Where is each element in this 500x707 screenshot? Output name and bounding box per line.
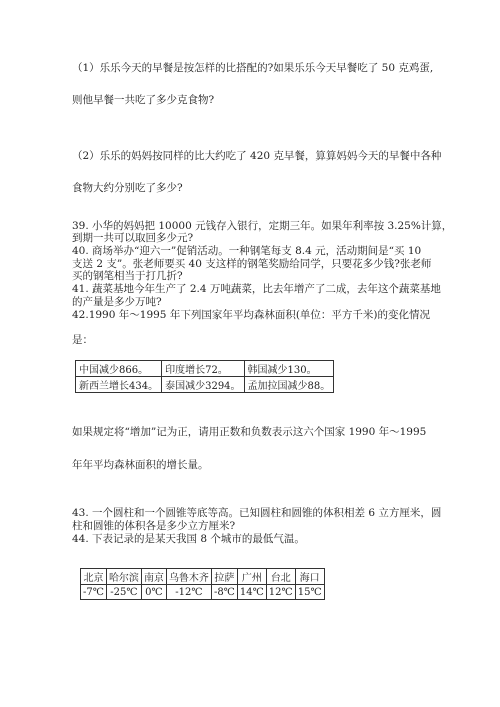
table-row [81,585,325,600]
problem-41-line2: 的产量是多少万吨? [72,296,162,308]
temp-cell: 15℃ [295,585,324,600]
temp-cell: -25℃ [106,585,141,600]
city-cell: 北京 [81,569,107,585]
table-cell: 新西兰增长434。 [76,377,162,393]
temp-cell: -7℃ [81,585,107,600]
problem-42-line1: 42.1990 年～1995 年下列国家年平均森林面积(单位：平方千米)的变化情况 [72,309,431,321]
temp-cell: 12℃ [266,585,295,600]
temp-cell: 14℃ [237,585,266,600]
problem-42-after-line2: 年年平均森林面积的增长量。 [72,459,209,471]
table-row [76,377,334,393]
problem-39-line1: 39. 小华的妈妈把 10000 元钱存入银行，定期三年。如果年利率按 3.25%计算， [72,220,453,232]
table-cell: 泰国减少3294。 [162,377,244,393]
problem-42-line2: 是： [72,334,93,346]
city-cell: 海口 [295,569,324,585]
temp-cell: -8℃ [211,585,237,600]
city-cell: 哈尔滨 [106,569,141,585]
table-cell: 韩国减少130。 [244,361,334,377]
problem-q2-line2: 食物大约分别吃了多少? [72,182,183,194]
temp-cell: -12℃ [166,585,211,600]
problem-43-line1: 43. 一个圆柱和一个圆锥等底等高。已知圆柱和圆锥的体积相差 6 立方厘米，圆 [72,507,442,519]
problem-43-line2: 柱和圆锥的体积各是多少立方厘米? [72,520,236,532]
problem-42-after-line1: 如果规定将“增加”记为正，请用正数和负数表示这六个国家 1990 年～1995 [72,426,427,438]
city-cell: 拉萨 [211,569,237,585]
problem-40-line2: 支送 2 支”。张老师要买 40 支这样的钢笔奖励给同学，只要花多少钱?张老师 [72,258,432,270]
temp-cell: 0℃ [141,585,166,600]
city-cell: 南京 [141,569,166,585]
problem-q1-line2: 则他早餐一共吃了多少克食物? [72,94,215,106]
table-cell: 印度增长72。 [162,361,244,377]
city-cell: 广州 [237,569,266,585]
problem-44-line1: 44. 下表记录的是某天我国 8 个城市的最低气温。 [72,533,305,545]
table-row [81,569,325,585]
table-cell: 孟加拉国减少88。 [244,377,334,393]
forest-area-table [75,360,334,393]
city-cell: 乌鲁木齐 [166,569,211,585]
problem-40-line3: 买的钢笔相当于打几折? [72,270,183,282]
problem-40-line1: 40. 商场举办“迎六一”促销活动。一种钢笔每支 8.4 元，活动期间是“买 10 [72,245,422,257]
problem-41-line1: 41. 蔬菜基地今年生产了 2.4 万吨蔬菜，比去年增产了二成，去年这个蔬菜基地 [72,283,441,295]
problem-q1-line1: （1）乐乐今天的早餐是按怎样的比搭配的?如果乐乐今天早餐吃了 50 克鸡蛋, [72,62,434,74]
table-row [76,361,334,377]
table-cell: 中国减少866。 [76,361,162,377]
problem-39-line2: 到期一共可以取回多少元? [72,232,194,244]
city-cell: 台北 [266,569,295,585]
temperature-table [80,568,325,600]
problem-q2-line1: （2）乐乐的妈妈按同样的比大约吃了 420 克早餐，算算妈妈今天的早餐中各种 [72,150,442,162]
